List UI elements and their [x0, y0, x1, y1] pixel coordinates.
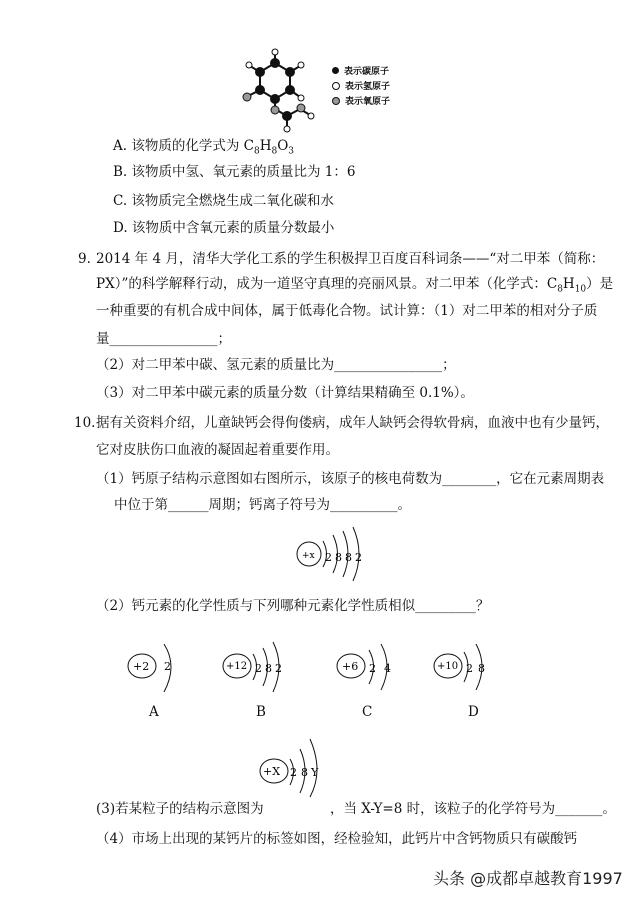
atom-b-shell-2: 8 — [265, 662, 272, 675]
atom-b-diagram — [220, 640, 310, 698]
ca-shell-1: 2 — [325, 551, 332, 564]
atom-a-diagram — [120, 640, 190, 698]
particle-shell-1: 2 — [290, 766, 297, 779]
option-a: A. 该物质的化学式为 $C_8H_8O_3$ — [113, 138, 295, 157]
atom-d-label: D — [468, 704, 479, 720]
q10-part4: （4）市场上出现的某钙片的标签如图，经检验知，此钙片中含钙物质只有碳酸钙 — [96, 831, 578, 847]
atom-c-shell-2: 4 — [384, 662, 391, 675]
q9-line2: PX）”的科学解释行动，成为一道坚守真理的亮丽风景。对二甲苯（化学式：$C_8H_{10}$）是 — [96, 276, 614, 295]
q10-part3b: ，当 X-Y=8 时，该粒子的化学符号为_______。 — [330, 801, 616, 817]
atom-b-nucleus: +12 — [226, 661, 248, 672]
atom-c-shell-1: 2 — [369, 662, 376, 675]
q9-line3: 一种重要的有机合成中间体，属于低毒化合物。试计算：（1）对二甲苯的相对分子质 — [96, 303, 598, 319]
atom-c-nucleus: +6 — [342, 660, 359, 673]
q10-part3a: (3)若某粒子的结构示意图为 — [96, 801, 264, 817]
legend-hydrogen: 表示氢原子 — [345, 82, 391, 92]
legend-oxygen: 表示氧原子 — [345, 97, 391, 107]
ca-shell-4: 2 — [355, 551, 362, 564]
q10-line2: 它对皮肤伤口血液的凝固起着重要作用。 — [96, 442, 339, 458]
q10-part2: （2）钙元素的化学性质与下列哪种元素化学性质相似_________？ — [96, 598, 490, 614]
molecule-diagram — [240, 45, 340, 135]
carbon-dot-icon — [332, 67, 339, 74]
q10-line1: 据有关资料介绍，儿童缺钙会得佝偻病，成年人缺钙会得软骨病，血液中也有少量钙， — [96, 415, 609, 431]
legend-carbon: 表示碳原子 — [344, 67, 390, 77]
ca-shell-3: 8 — [345, 551, 352, 564]
atom-b-label: B — [256, 704, 266, 720]
option-b: B. 该物质中氢、氧元素的质量比为 1：6 — [113, 164, 356, 180]
q10-part1a: （1）钙原子结构示意图如右图所示，该原子的核电荷数为________，它在元素周期表 — [96, 471, 605, 487]
atom-a-label: A — [149, 704, 159, 720]
option-c: C. 该物质完全燃烧生成二氧化碳和水 — [113, 193, 334, 209]
option-d: D. 该物质中含氧元素的质量分数最小 — [113, 220, 335, 236]
q9-part2: （2）对二甲苯中碳、氢元素的质量比为________________； — [96, 357, 456, 373]
atom-a-shell-1: 2 — [164, 660, 171, 673]
q9-line1: 2014 年 4 月，清华大学化工系的学生积极捍卫百度百科词条——“对二甲苯（简称： — [96, 251, 605, 267]
atom-a-nucleus: +2 — [133, 660, 150, 673]
oxygen-dot-icon — [332, 97, 340, 105]
atom-b-shell-1: 2 — [255, 662, 262, 675]
q9-part3: （3）对二甲苯中碳元素的质量分数（计算结果精确至 0.1%）。 — [96, 385, 474, 401]
ca-nucleus-label: +x — [302, 551, 315, 561]
q9-line4: 量________________； — [96, 331, 231, 347]
particle-shell-3: Y — [311, 766, 319, 779]
calcium-atom-diagram — [292, 525, 382, 590]
particle-nucleus: +X — [263, 765, 281, 778]
watermark: 头条 @成都卓越教育1997 — [433, 869, 623, 888]
atom-c-label: C — [362, 704, 373, 720]
ca-shell-2: 8 — [335, 551, 342, 564]
atom-d-diagram — [430, 640, 510, 698]
atom-d-shell-2: 8 — [478, 662, 485, 675]
atom-c-diagram — [334, 640, 414, 698]
atom-d-shell-1: 2 — [466, 662, 473, 675]
atom-b-shell-3: 2 — [275, 662, 282, 675]
q10-number: 10. — [74, 415, 96, 431]
q10-part1b: 中位于第______周期；钙离子符号为__________。 — [114, 497, 411, 513]
q9-number: 9. — [78, 251, 91, 267]
molecule-legend — [332, 63, 390, 108]
atom-d-nucleus: +10 — [437, 661, 459, 672]
hydrogen-dot-icon — [332, 82, 340, 90]
particle-diagram — [252, 735, 332, 799]
particle-shell-2: 8 — [301, 766, 308, 779]
